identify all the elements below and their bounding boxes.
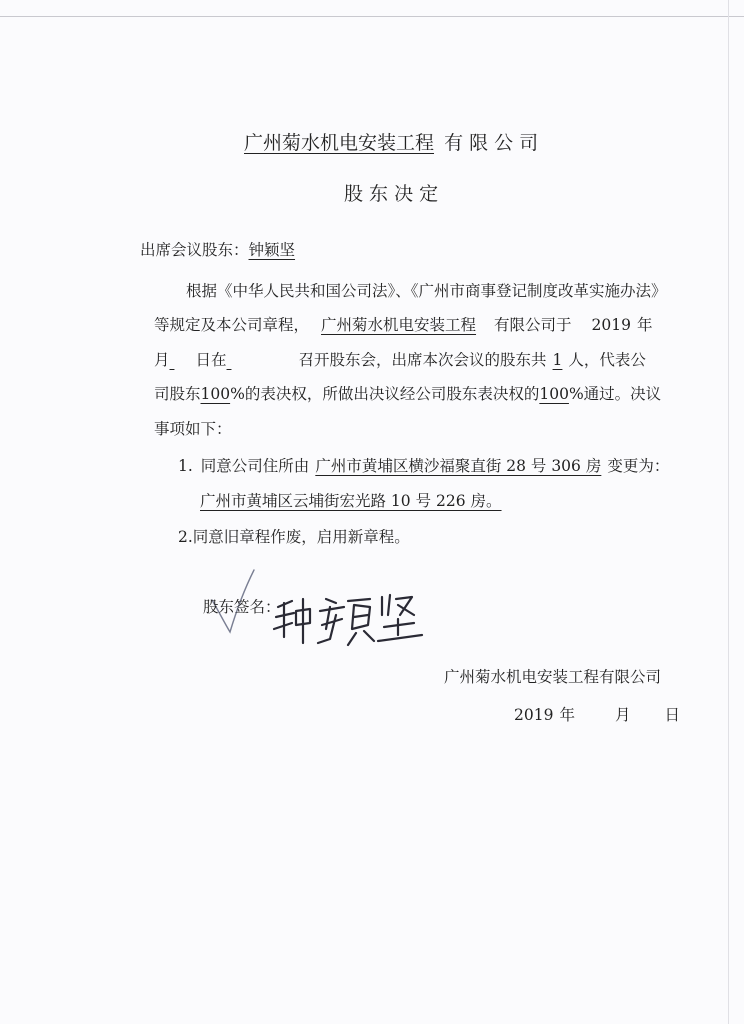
meeting-year: 2019 [591, 316, 631, 334]
vote-percent-1: 100 [200, 385, 231, 403]
resolution-1 [178, 459, 669, 475]
old-address: 广州市黄埔区横沙福聚直街 28 号 306 房 [315, 457, 602, 475]
paragraph-line-5: 事项如下： [154, 420, 232, 438]
blank-place [227, 353, 287, 369]
scan-edge-top [0, 16, 744, 17]
paragraph-line-4 [154, 387, 661, 403]
paragraph-line-2-text-b: 有限公司于 [494, 316, 572, 334]
footer-day-unit: 日 [664, 706, 680, 724]
resolution-2-text: 同意旧章程作废，启用新章程。 [192, 528, 410, 546]
attendee-line [140, 243, 309, 259]
paragraph-line-3-text-d: 人，代表公 [568, 351, 646, 369]
attendee-name: 钟颖坚 [248, 241, 296, 259]
resolution-2-number: 2. [178, 528, 193, 546]
resolution-1-text-a: 同意公司住所由 [200, 457, 310, 475]
footer-company: 广州菊水机电安装工程有限公司 [444, 668, 662, 686]
scan-edge-right [728, 0, 729, 1024]
footer-year-unit: 年 [559, 706, 575, 724]
handwritten-signature [270, 585, 430, 655]
paragraph-line-3 [154, 353, 646, 369]
paragraph-line-3-day-at: 日在 [195, 351, 227, 369]
document-subtitle: 股 东 决 定 [344, 183, 439, 205]
new-address-line [200, 494, 508, 510]
resolution-1-text-b: 变更为： [607, 457, 670, 475]
vote-percent-2: 100 [539, 385, 569, 403]
paragraph-company-name: 广州菊水机电安装工程 [321, 316, 477, 334]
shareholder-count: 1 [552, 351, 563, 369]
paragraph-line-2 [154, 318, 653, 334]
resolution-2 [178, 530, 410, 546]
paragraph-line-1: 根据《中华人民共和国公司法》、《广州市商事登记制度改革实施办法》 [186, 282, 667, 300]
paragraph-line-4-text-b: %的表决权，所做出决议经公司股东表决权的 [230, 385, 540, 403]
title-company-name: 广州菊水机电安装工程 [244, 132, 435, 154]
title-suffix: 有 限 公 司 [444, 132, 539, 154]
paragraph-line-3-month: 月 [154, 351, 170, 369]
footer-date [514, 708, 680, 724]
new-address: 广州市黄埔区云埔街宏光路 10 号 226 房。 [200, 492, 502, 510]
resolution-1-number: 1. [178, 457, 193, 475]
footer-year: 2019 [514, 706, 554, 724]
paragraph-line-4-text-a: 司股东 [154, 385, 201, 403]
paragraph-line-4-text-c: %通过。决议 [568, 385, 662, 403]
attendee-label: 出席会议股东： [140, 241, 249, 259]
signature-label: 股东签名： [203, 598, 281, 616]
footer-month-unit: 月 [614, 706, 631, 724]
paragraph-line-2-text-a: 等规定及本公司章程， [154, 316, 310, 334]
paragraph-line-3-text-c: 召开股东会，出席本次会议的股东共 [298, 351, 547, 369]
blank-day [170, 353, 196, 369]
paragraph-line-2-text-c: 年 [637, 316, 653, 334]
document-title [222, 134, 538, 153]
